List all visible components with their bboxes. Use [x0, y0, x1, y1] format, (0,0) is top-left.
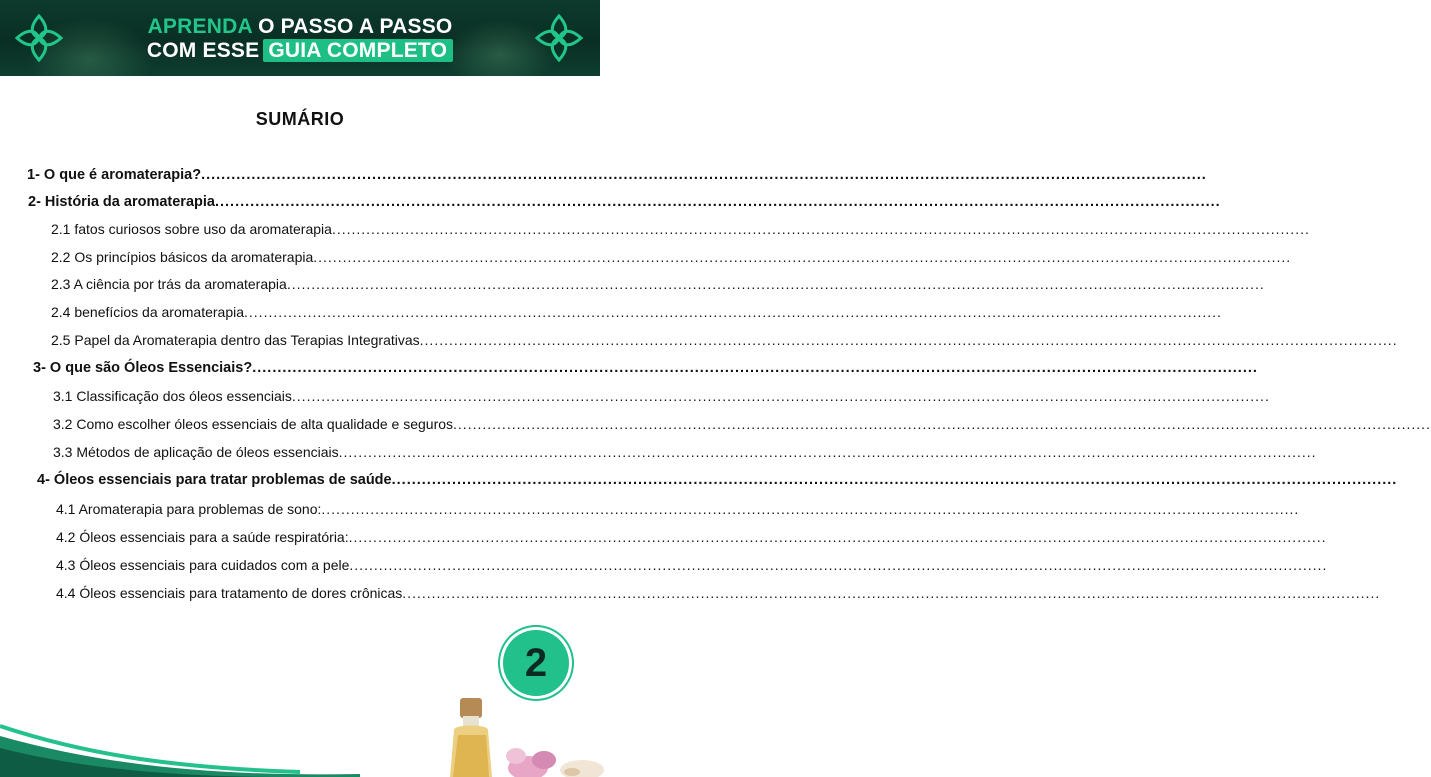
toc-entry[interactable] — [51, 271, 1265, 293]
toc-entry-label: 2.1 fatos curiosos sobre uso da aromaterapia — [51, 221, 332, 237]
toc-entry-label: 4.2 Óleos essenciais para a saúde respiratória: — [56, 529, 349, 545]
page-title: SUMÁRIO — [255, 109, 345, 129]
toc-entry-label: 2- História da aromaterapia — [28, 194, 215, 210]
toc-leader-dots: ........................................................................................................................................................................................................ — [286, 276, 1265, 292]
toc-entry-label: 3.2 Como escolher óleos essenciais de alta qualidade e seguros — [53, 416, 454, 432]
toc-entry-label: 3.3 Métodos de aplicação de óleos essenciais — [53, 444, 339, 460]
toc-entry-label: 2.4 benefícios da aromaterapia — [51, 304, 245, 320]
toc-entry[interactable] — [53, 383, 1270, 405]
toc-leader-dots: ........................................................................................................................................................................................................ — [331, 221, 1310, 237]
toc-entry-label: 1- O que é aromaterapia? — [27, 167, 202, 183]
toc-entry[interactable] — [51, 299, 1222, 321]
toc-entry-label: 4.3 Óleos essenciais para cuidados com a pele — [56, 557, 350, 573]
toc-entry[interactable] — [56, 496, 1300, 518]
toc-entry[interactable] — [53, 411, 1431, 433]
header-banner — [0, 0, 600, 76]
toc-entry-label: 2.5 Papel da Aromaterapia dentro das Terapias Integrativas — [51, 332, 420, 348]
toc-leader-dots: ........................................................................................................................................................................................................ — [201, 167, 1207, 183]
toc-entry-label: 4.1 Aromaterapia para problemas de sono: — [56, 501, 322, 517]
toc-leader-dots: ........................................................................................................................................................................................................ — [402, 585, 1381, 601]
toc-entry[interactable] — [28, 189, 1221, 211]
toc-entry[interactable] — [56, 580, 1381, 602]
toc-leader-dots: ........................................................................................................................................................................................................ — [338, 444, 1317, 460]
toc-entry[interactable] — [27, 162, 1207, 184]
toc-entry-label: 4- Óleos essenciais para tratar problemas de saúde — [37, 472, 392, 488]
toc-entry[interactable] — [51, 244, 1292, 266]
toc-leader-dots: ........................................................................................................................................................................................................ — [244, 304, 1222, 320]
toc-leader-dots: ........................................................................................................................................................................................................ — [349, 557, 1328, 573]
toc-entry[interactable] — [56, 552, 1328, 574]
toc-leader-dots: ........................................................................................................................................................................................................ — [252, 360, 1258, 376]
toc-leader-dots: ........................................................................................................................................................................................................ — [348, 529, 1327, 545]
toc-leader-dots: ........................................................................................................................................................................................................ — [453, 416, 1431, 432]
essential-oil-bottle-image — [432, 690, 600, 777]
toc-entry[interactable] — [51, 216, 1310, 238]
toc-entry[interactable] — [51, 327, 1398, 349]
toc-entry-label: 2.3 A ciência por trás da aromaterapia — [51, 276, 287, 292]
toc-entry-label: 3.1 Classificação dos óleos essenciais — [53, 388, 292, 404]
toc-leader-dots: ........................................................................................................................................................................................................ — [391, 472, 1398, 488]
toc-leader-dots: ........................................................................................................................................................................................................ — [321, 501, 1300, 517]
toc-entry-label: 3- O que são Óleos Essenciais? — [33, 360, 253, 376]
toc-leader-dots: ........................................................................................................................................................................................................ — [313, 249, 1292, 265]
page-number: 2 — [524, 641, 548, 685]
toc-entry[interactable] — [37, 467, 1398, 489]
toc-leader-dots: ........................................................................................................................................................................................................ — [214, 194, 1221, 210]
toc-leader-dots: ........................................................................................................................................................................................................ — [291, 388, 1270, 404]
toc-entry-label: 2.2 Os princípios básicos da aromaterapia — [51, 249, 314, 265]
banner-headline — [0, 15, 600, 39]
toc-entry[interactable] — [53, 439, 1317, 461]
toc-entry[interactable] — [33, 355, 1258, 377]
banner-subline — [0, 39, 600, 63]
banner-headline-rest: O PASSO A PASSO — [252, 15, 453, 38]
banner-accent-word: APRENDA — [147, 15, 253, 38]
toc-entry-label: 4.4 Óleos essenciais para tratamento de dores crônicas — [56, 585, 403, 601]
toc-leader-dots: ........................................................................................................................................................................................................ — [419, 332, 1398, 348]
toc-entry[interactable] — [56, 524, 1327, 546]
banner-highlight-pill: GUIA COMPLETO — [263, 39, 453, 62]
banner-subline-prefix: COM ESSE — [146, 39, 260, 62]
